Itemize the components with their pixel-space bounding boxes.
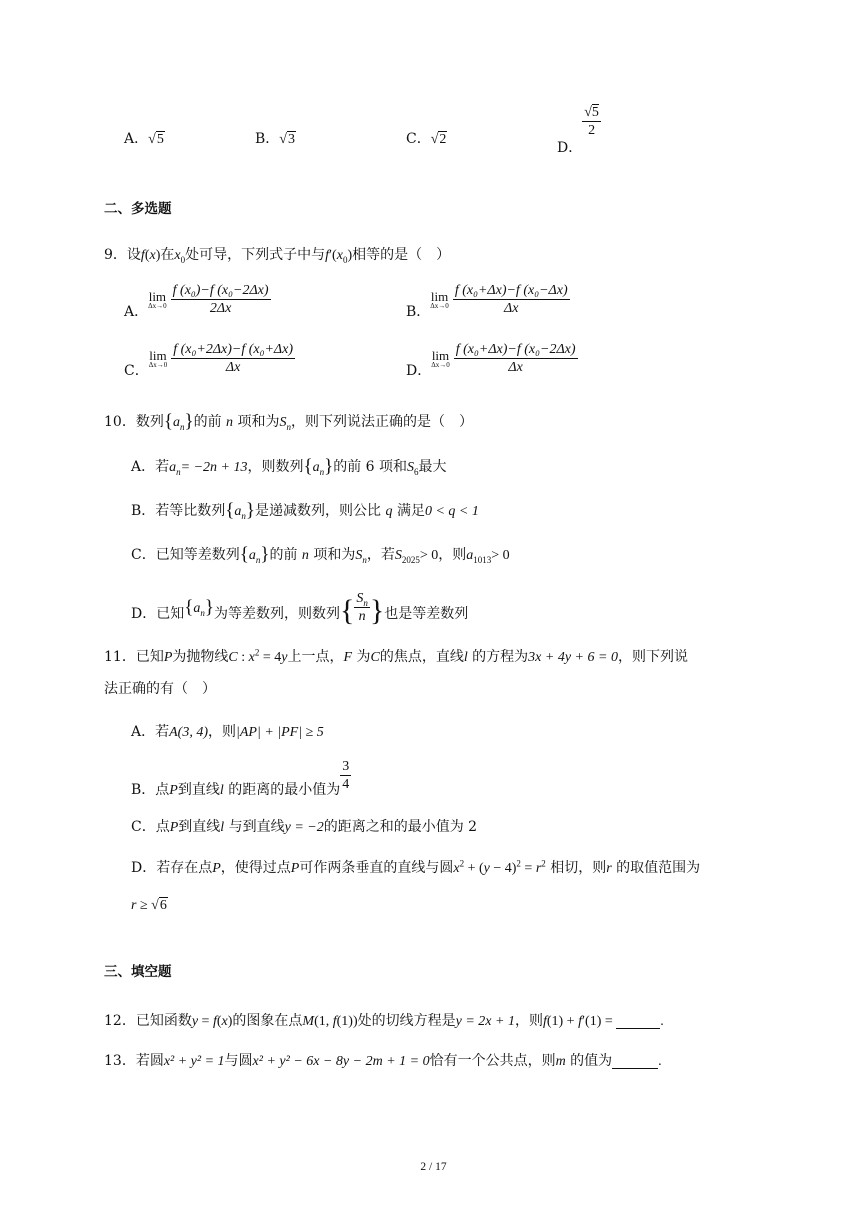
page-number: 2 / 17: [420, 1161, 447, 1173]
option-11b: B．点P到直线l 的距离的最小值为 $\frac{3}{4}$: [131, 759, 350, 798]
question-9-stem: 9．设f(x)在$x_0$处可导，下列式子中与$f'(x_0)$相等的是（ ）: [104, 247, 451, 265]
option-10b: B．若等比数列$\{a_n\}$是递减数列，则公比 q 满足0 < q < 1: [131, 500, 479, 521]
option-9c: C． lim Δx→0 $\frac{\text{f (x₀+2Δx)−f (x₀+Δx)}}{\Delta x}$: [124, 342, 294, 379]
option-9b: B． lim Δx→0 $\frac{\text{f (x₀+Δx)−f (x₀−Δx)}}{\Delta x}$: [406, 283, 568, 320]
question-11-stem-line2: 法正确的有（ ）: [104, 681, 216, 697]
option-11c: C．点P到直线l 与到直线y = −2的距离之和的最小值为 2: [131, 819, 478, 835]
question-13: 13．若圆x² + y² = 1与圆x² + y² − 6x − 8y − 2m + 1 = 0恰有一个公共点，则m 的值为 .: [104, 1053, 662, 1069]
option-10a: A．若$a_n= -2n + 13$，则数列$\{a_n\}$的前 6 项和$S_6$最大: [131, 456, 447, 477]
section-title-multiple-choice: 二、多选题: [104, 201, 172, 217]
option-10c: C．已知等差数列$\{a_n\}$的前 n 项和为$S_n$，若$S_{2025}> 0$，则$a_{1013}> 0$: [131, 544, 510, 565]
question-10-stem: 10．数列$\{a_n\}$的前 n 项和为$S_n$，则下列说法正确的是（ ）: [104, 411, 473, 432]
option-10d: D．已知$\{a_n\}$为等差数列，则数列{ $\frac{S_n}{n}$ }也是等差数列: [131, 591, 469, 627]
option-9a: A． lim Δx→0 $\frac{\text{f (x₀)−f (x₀−2Δx)}}{2\Delta x}$: [124, 283, 269, 320]
question-11-stem-line1: 11．已知P为抛物线C : $x^2 = 4y$上一点，F 为C的焦点，直线l 的方程为3x + 4y + 6 = 0，则下列说: [104, 647, 688, 665]
question-12: 12．已知函数y = f(x)的图象在点M(1, f(1))处的切线方程是y = 2x + 1，则f(1) + f′(1) = .: [104, 1013, 664, 1029]
answer-blank-12[interactable]: [616, 1014, 660, 1029]
option-8a: A．√5: [124, 131, 164, 147]
option-8b: B．√3: [255, 131, 295, 147]
option-11a: A．若A(3, 4)，则|AP| + |PF| ≥ 5: [131, 724, 324, 740]
answer-blank-13[interactable]: [612, 1054, 658, 1069]
option-11d-line2: r ≥ √6: [131, 898, 167, 913]
option-8c: C．√2: [406, 131, 447, 147]
section-title-fill-in: 三、填空题: [104, 964, 172, 980]
option-8d: D． $\frac{√5}{2}$: [557, 105, 599, 156]
option-9d: D． lim Δx→0 $\frac{\text{f (x₀+Δx)−f (x₀−2Δx)}}{\Delta x}$: [406, 342, 576, 379]
option-11d-line1: D．若存在点P，使得过点P可作两条垂直的直线与圆$x^2 + (y - 4)^2 = r^2$ 相切，则r 的取值范围为: [131, 858, 701, 876]
